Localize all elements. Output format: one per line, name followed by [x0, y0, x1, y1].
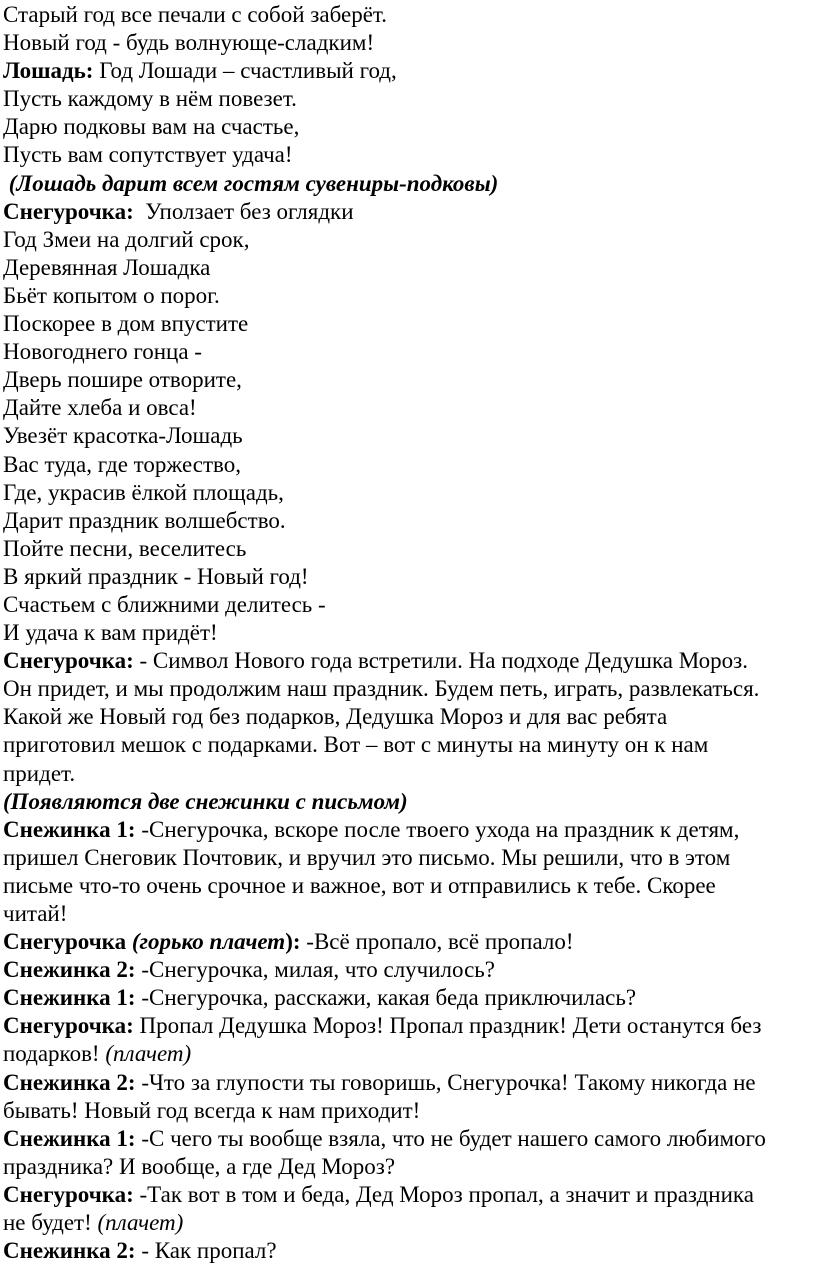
text-segment: читай!: [3, 901, 68, 926]
text-line: [3, 591, 814, 619]
text-line: [3, 956, 814, 984]
text-segment: И удача к вам придёт!: [3, 620, 218, 646]
text-segment: - Символ Нового года встретили. На подходе Дедушка Мороз.: [133, 648, 748, 674]
text-line: [3, 170, 814, 198]
text-segment: Деревянная Лошадка: [3, 254, 211, 280]
text-segment: Вас туда, где торжество,: [3, 451, 241, 477]
text-line: [3, 984, 814, 1012]
text-segment: Год Змеи на долгий срок,: [3, 226, 250, 252]
text-segment: Снежинка 1:: [3, 985, 136, 1011]
text-segment: Пусть каждому в нём повезет.: [3, 86, 297, 112]
text-line: [3, 479, 814, 507]
text-line: [3, 198, 814, 226]
text-line: [3, 1237, 814, 1265]
text-segment: Снежинка 1:: [3, 1125, 136, 1151]
text-segment: Снегурочка:: [3, 1181, 134, 1207]
text-segment: Пусть вам сопутствует удача!: [3, 142, 293, 168]
text-segment: (плачет): [105, 1041, 192, 1067]
text-segment: -Снегурочка, вскоре после твоего ухода на праздник к детям,: [135, 816, 740, 842]
text-segment: Снегурочка:: [3, 1013, 134, 1039]
text-segment: Дайте хлеба и овса!: [3, 395, 197, 421]
text-segment: -Снегурочка, милая, что случилось?: [135, 957, 495, 983]
text-line: [3, 310, 814, 338]
text-line: [3, 226, 814, 254]
text-segment: (Появляются две снежинки с письмом): [3, 788, 408, 814]
text-segment: -С чего ты вообще взяла, что не будет нашего самого любимого: [135, 1125, 766, 1151]
text-line: [3, 1097, 814, 1125]
text-segment: -Что за глупости ты говоришь, Снегурочка! Такому никогда не: [135, 1069, 756, 1095]
text-segment: (плачет): [97, 1210, 184, 1236]
text-line: [3, 1125, 814, 1153]
text-line: [3, 366, 814, 394]
text-line: [3, 29, 814, 57]
text-segment: придет.: [3, 760, 76, 786]
text-line: [3, 451, 814, 479]
text-segment: Он придет, и мы продолжим наш праздник. Будем петь, играть, развлекаться.: [3, 676, 760, 702]
text-segment: Пойте песни, веселитесь: [3, 535, 247, 561]
text-line: [3, 282, 814, 310]
text-line: [3, 1, 814, 29]
text-line: [3, 422, 814, 450]
text-segment: Снежинка 2:: [3, 957, 136, 983]
text-segment: Увезёт красотка-Лошадь: [3, 423, 243, 449]
text-segment: Поскорее в дом впустите: [3, 311, 249, 337]
text-line: [3, 85, 814, 113]
text-segment: Снегурочка: [3, 929, 132, 955]
text-line: [3, 928, 814, 956]
text-line: [3, 1012, 814, 1040]
text-line: [3, 816, 814, 844]
text-line: [3, 507, 814, 535]
text-line: [3, 113, 814, 141]
text-line: [3, 1181, 814, 1209]
text-segment: Снегурочка:: [3, 648, 134, 674]
text-line: [3, 703, 814, 731]
text-line: [3, 1069, 814, 1097]
text-segment: Старый год все печали с собой заберёт.: [3, 2, 387, 27]
text-segment: В яркий праздник - Новый год!: [3, 563, 309, 589]
text-segment: Бьёт копытом о порог.: [3, 282, 220, 308]
text-line: [3, 731, 814, 759]
text-segment: Новогоднего гонца -: [3, 339, 202, 365]
text-segment: Год Лошади – счастливый год,: [93, 58, 397, 84]
text-segment: бывать! Новый год всегда к нам приходит!: [3, 1097, 421, 1123]
text-segment: пришел Снеговик Почтовик, и вручил это письмо. Мы решили, что в этом: [3, 844, 731, 870]
text-segment: -Всё пропало, всё пропало!: [306, 929, 574, 955]
text-segment: - Как пропал?: [135, 1238, 277, 1264]
text-line: [3, 788, 814, 816]
text-line: [3, 872, 814, 900]
text-segment: Какой же Новый год без подарков, Дедушка Мороз и для вас ребята: [3, 704, 668, 730]
text-segment: Дарю подковы вам на счастье,: [3, 114, 300, 140]
text-segment: Снежинка 1:: [3, 816, 136, 842]
text-segment: -Снегурочка, расскажи, какая беда приключилась?: [135, 985, 637, 1011]
text-segment: Дарит праздник волшебство.: [3, 507, 286, 533]
text-segment: Уползает без оглядки: [133, 198, 354, 224]
text-line: [3, 619, 814, 647]
text-segment: Снегурочка:: [3, 198, 134, 224]
text-line: [3, 394, 814, 422]
text-segment: не будет!: [3, 1210, 98, 1236]
text-segment: праздника? И вообще, а где Дед Мороз?: [3, 1153, 396, 1179]
text-segment: (горько плачет: [131, 929, 286, 955]
text-segment: Дверь пошире отворите,: [3, 367, 242, 393]
text-line: [3, 760, 814, 788]
text-line: [3, 675, 814, 703]
text-segment: Новый год - будь волнующе-сладким!: [3, 30, 375, 56]
text-segment: ):: [285, 929, 307, 955]
text-line: [3, 1040, 814, 1068]
text-segment: Снежинка 2:: [3, 1238, 136, 1264]
text-segment: Лошадь:: [3, 58, 94, 84]
text-line: [3, 338, 814, 366]
text-line: [3, 141, 814, 169]
text-line: [3, 900, 814, 928]
text-line: [3, 57, 814, 85]
text-segment: -Так вот в том и беда, Дед Мороз пропал, а значит и праздника: [133, 1181, 754, 1207]
text-segment: Пропал Дедушка Мороз! Пропал праздник! Дети останутся без: [133, 1013, 762, 1039]
text-line: [3, 563, 814, 591]
text-segment: письме что-то очень срочное и важное, вот и отправились к тебе. Скорее: [3, 872, 716, 898]
text-line: [3, 254, 814, 282]
text-segment: (Лошадь дарит всем гостям сувениры-подковы): [3, 170, 499, 196]
text-line: [3, 1209, 814, 1237]
text-line: [3, 535, 814, 563]
text-segment: подарков!: [3, 1041, 106, 1067]
text-segment: Счастьем с ближними делитесь -: [3, 591, 326, 617]
text-line: [3, 1153, 814, 1181]
text-segment: Снежинка 2:: [3, 1069, 136, 1095]
text-line: [3, 647, 814, 675]
text-segment: Где, украсив ёлкой площадь,: [3, 479, 284, 505]
text-line: [3, 844, 814, 872]
text-segment: приготовил мешок с подарками. Вот – вот с минуты на минуту он к нам: [3, 732, 709, 758]
